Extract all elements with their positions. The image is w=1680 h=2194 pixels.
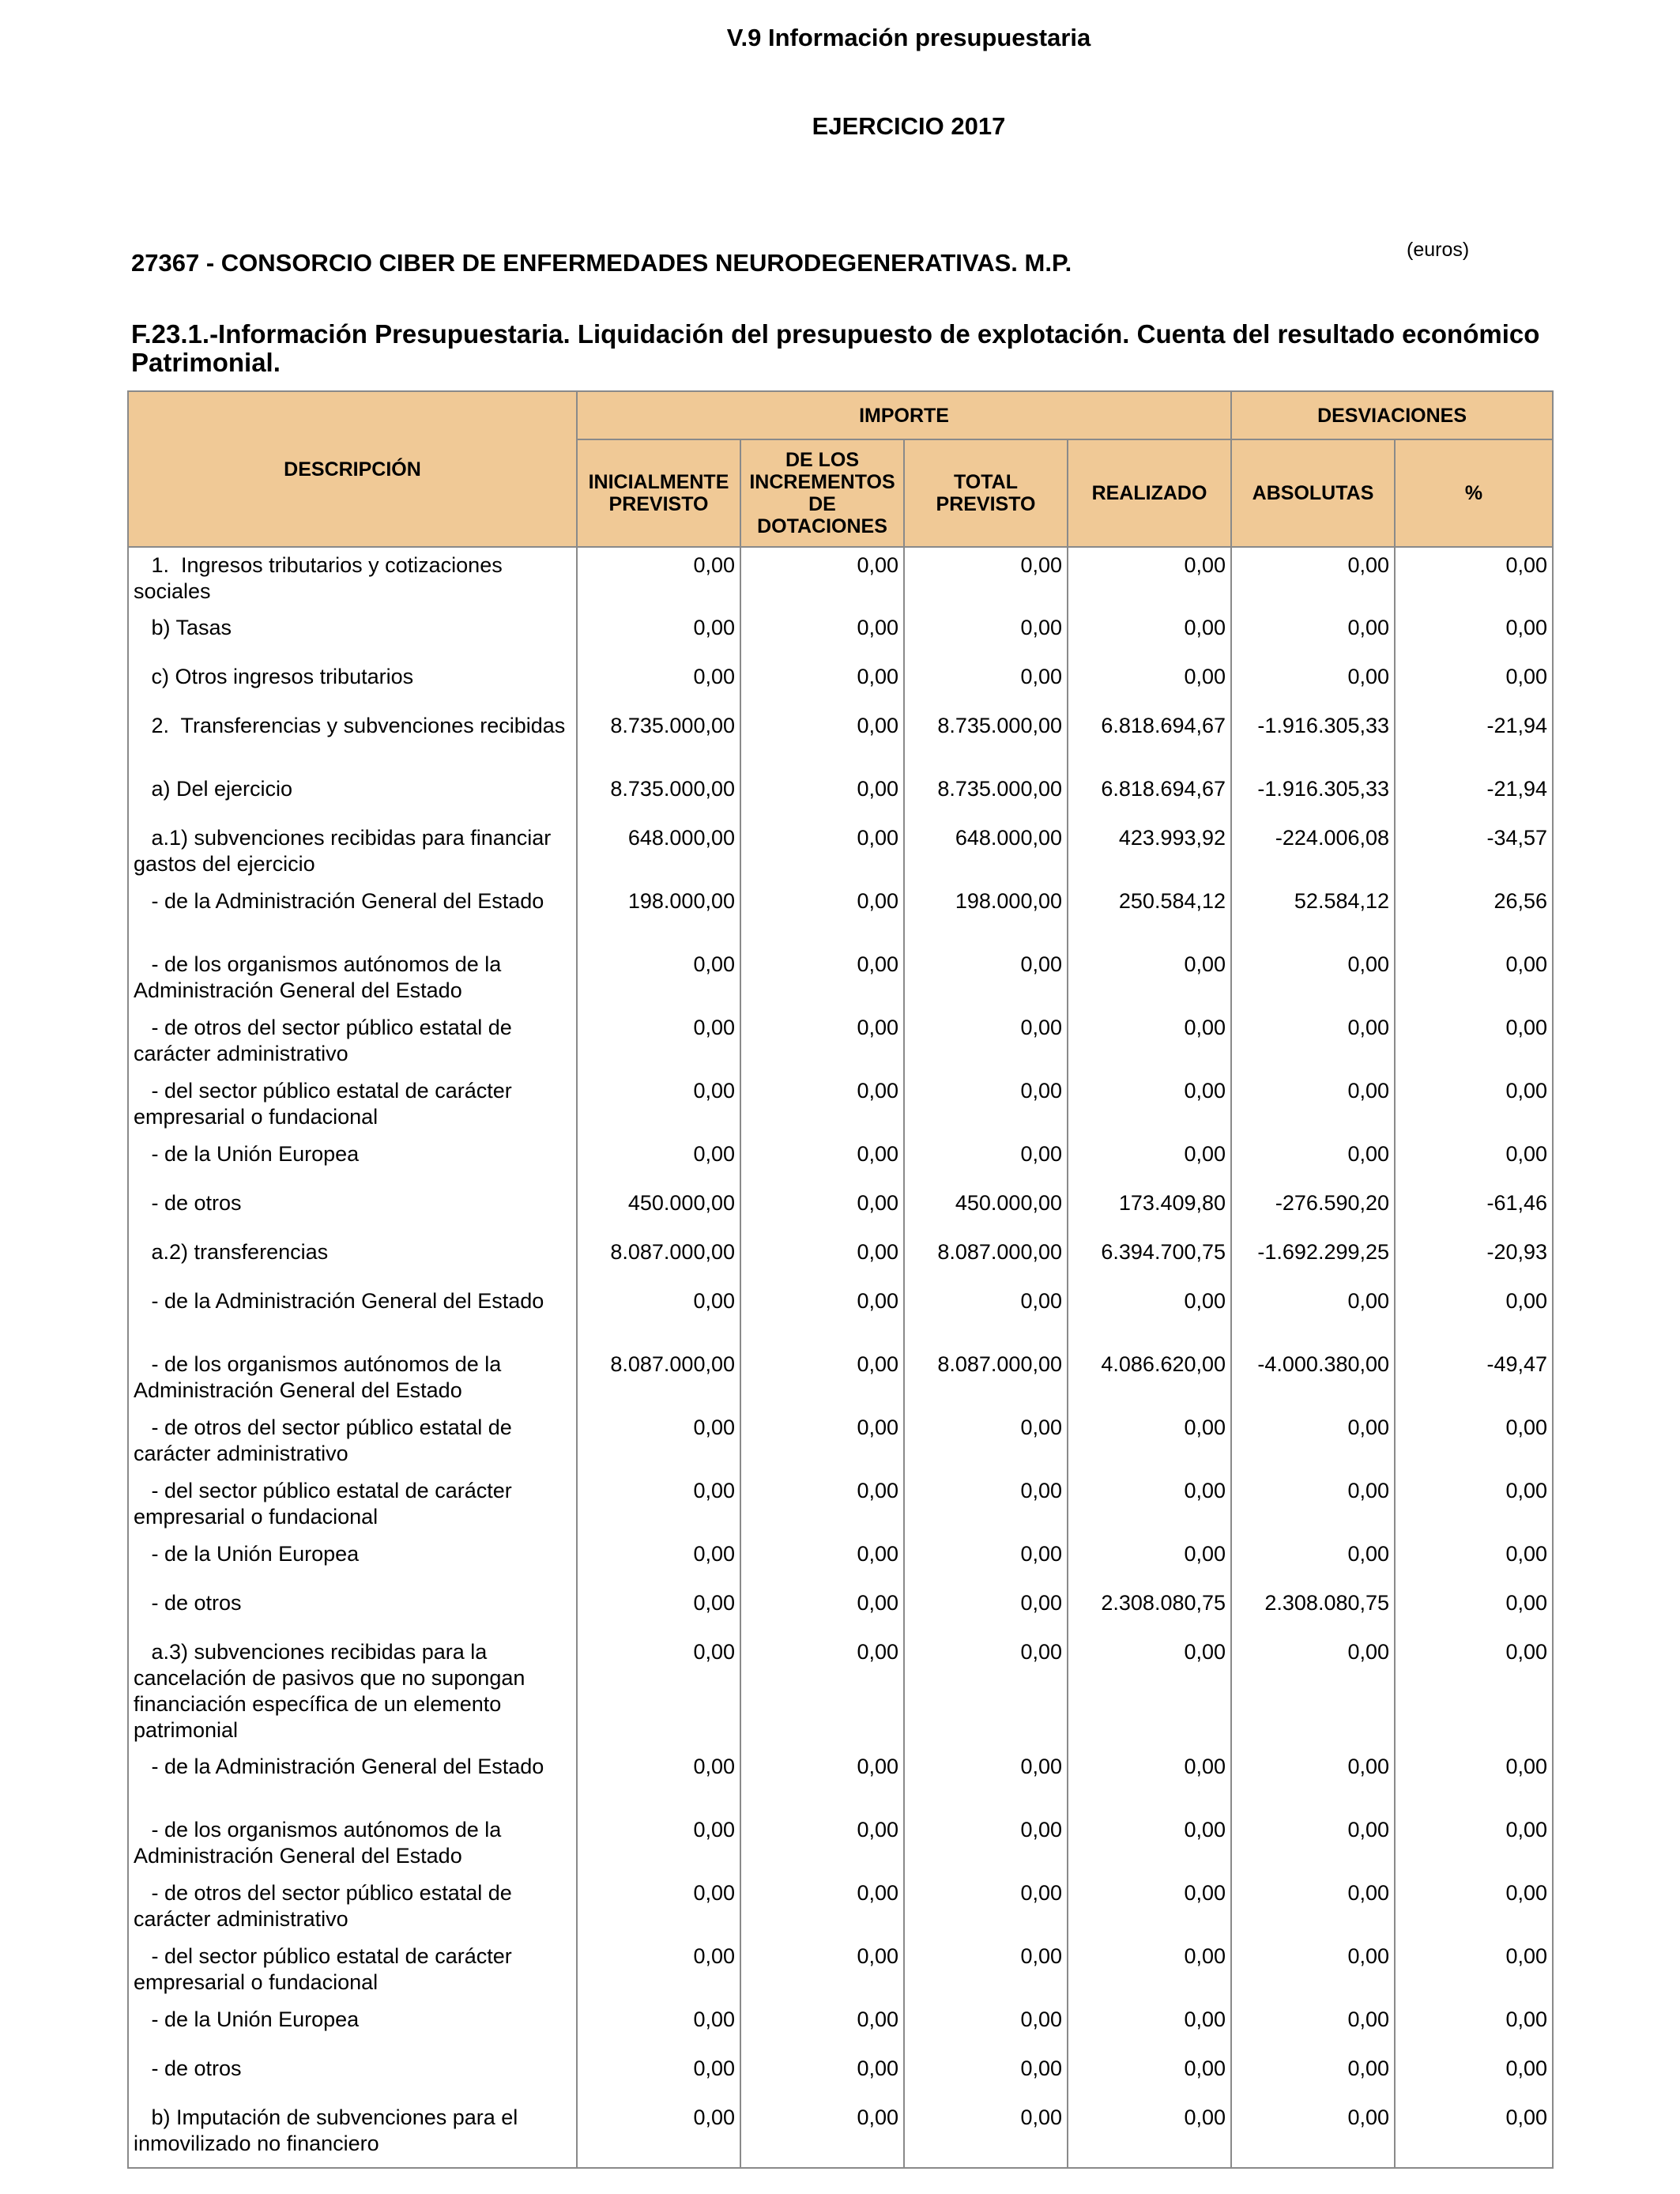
row-description: - de la Administración General del Estado [128,884,577,947]
cell-porcentaje: 0,00 [1395,1073,1553,1137]
cell-inicialmente-previsto: 0,00 [577,1536,740,1585]
cell-porcentaje: 0,00 [1395,1939,1553,2002]
cell-incrementos-dotaciones: 0,00 [740,1137,904,1186]
cell-total-previsto: 0,00 [904,1410,1068,1473]
cell-incrementos-dotaciones: 0,00 [740,708,904,771]
cell-absolutas: -1.916.305,33 [1231,771,1395,820]
cell-porcentaje: -49,47 [1395,1347,1553,1410]
table-row [128,1812,1553,1875]
cell-realizado: 0,00 [1068,1939,1231,2002]
cell-inicialmente-previsto: 0,00 [577,1634,740,1749]
cell-porcentaje: 0,00 [1395,2051,1553,2100]
cell-inicialmente-previsto: 0,00 [577,1410,740,1473]
row-description: c) Otros ingresos tributarios [128,659,577,708]
cell-porcentaje: 0,00 [1395,2100,1553,2168]
cell-porcentaje: 0,00 [1395,1875,1553,1939]
cell-realizado: 2.308.080,75 [1068,1585,1231,1634]
table-row [128,1186,1553,1235]
cell-absolutas: -276.590,20 [1231,1186,1395,1235]
cell-incrementos-dotaciones: 0,00 [740,1235,904,1284]
row-description: b) Imputación de subvenciones para el inmovilizado no financiero [128,2100,577,2168]
cell-incrementos-dotaciones: 0,00 [740,547,904,610]
table-row [128,1073,1553,1137]
cell-realizado: 0,00 [1068,1812,1231,1875]
cell-inicialmente-previsto: 0,00 [577,547,740,610]
cell-absolutas: 0,00 [1231,2100,1395,2168]
row-description: - del sector público estatal de carácter empresarial o fundacional [128,1939,577,2002]
cell-porcentaje: 0,00 [1395,1634,1553,1749]
cell-inicialmente-previsto: 0,00 [577,1875,740,1939]
cell-total-previsto: 0,00 [904,1634,1068,1749]
row-description: - de otros del sector público estatal de carácter administrativo [128,1010,577,1073]
cell-incrementos-dotaciones: 0,00 [740,1410,904,1473]
cell-incrementos-dotaciones: 0,00 [740,2100,904,2168]
cell-incrementos-dotaciones: 0,00 [740,771,904,820]
cell-realizado: 0,00 [1068,2051,1231,2100]
cell-inicialmente-previsto: 0,00 [577,1812,740,1875]
cell-absolutas: 0,00 [1231,1875,1395,1939]
row-description: b) Tasas [128,610,577,659]
cell-realizado: 6.394.700,75 [1068,1235,1231,1284]
column-header-inicialmente-previsto: INICIALMENTE PREVISTO [577,439,740,547]
row-description: - de la Unión Europea [128,1137,577,1186]
column-header-realizado: REALIZADO [1068,439,1231,547]
cell-incrementos-dotaciones: 0,00 [740,947,904,1010]
cell-absolutas: 0,00 [1231,1749,1395,1812]
cell-porcentaje: -20,93 [1395,1235,1553,1284]
section-title: V.9 Información presupuestaria [726,24,1091,51]
cell-total-previsto: 0,00 [904,1473,1068,1536]
cell-total-previsto: 0,00 [904,1939,1068,2002]
cell-incrementos-dotaciones: 0,00 [740,1749,904,1812]
cell-realizado: 250.584,12 [1068,884,1231,947]
cell-absolutas: 0,00 [1231,1410,1395,1473]
cell-absolutas: 0,00 [1231,1010,1395,1073]
report-title: F.23.1.-Información Presupuestaria. Liquidación del presupuesto de explotación. Cuenta del resultado económico Patrimonial. [131,319,1540,377]
cell-incrementos-dotaciones: 0,00 [740,820,904,884]
cell-total-previsto: 0,00 [904,1073,1068,1137]
cell-realizado: 6.818.694,67 [1068,708,1231,771]
cell-absolutas: 0,00 [1231,947,1395,1010]
cell-absolutas: 0,00 [1231,610,1395,659]
table-row [128,947,1553,1010]
cell-absolutas: 0,00 [1231,1284,1395,1347]
cell-total-previsto: 450.000,00 [904,1186,1068,1235]
cell-absolutas: 0,00 [1231,1473,1395,1536]
column-header-absolutas: ABSOLUTAS [1231,439,1395,547]
table-row [128,1137,1553,1186]
cell-absolutas: 0,00 [1231,1812,1395,1875]
row-description: - de la Unión Europea [128,2002,577,2051]
table-row [128,2051,1553,2100]
units-label: (euros) [1407,239,1470,261]
cell-incrementos-dotaciones: 0,00 [740,1585,904,1634]
cell-total-previsto: 8.735.000,00 [904,771,1068,820]
row-description: - de los organismos autónomos de la Administración General del Estado [128,947,577,1010]
cell-incrementos-dotaciones: 0,00 [740,1073,904,1137]
table-row [128,820,1553,884]
cell-inicialmente-previsto: 8.735.000,00 [577,708,740,771]
table-row [128,2002,1553,2051]
cell-total-previsto: 0,00 [904,547,1068,610]
cell-realizado: 0,00 [1068,1875,1231,1939]
cell-realizado: 0,00 [1068,659,1231,708]
cell-total-previsto: 0,00 [904,659,1068,708]
cell-porcentaje: 0,00 [1395,2002,1553,2051]
cell-inicialmente-previsto: 0,00 [577,947,740,1010]
cell-incrementos-dotaciones: 0,00 [740,659,904,708]
cell-porcentaje: 0,00 [1395,1536,1553,1585]
column-header-incrementos-dotaciones: DE LOS INCREMENTOS DE DOTACIONES [740,439,904,547]
cell-incrementos-dotaciones: 0,00 [740,1875,904,1939]
cell-porcentaje: 0,00 [1395,947,1553,1010]
cell-absolutas: -4.000.380,00 [1231,1347,1395,1410]
cell-incrementos-dotaciones: 0,00 [740,1812,904,1875]
cell-absolutas: 2.308.080,75 [1231,1585,1395,1634]
cell-total-previsto: 0,00 [904,1284,1068,1347]
cell-porcentaje: 0,00 [1395,1010,1553,1073]
row-description: a.1) subvenciones recibidas para financiar gastos del ejercicio [128,820,577,884]
cell-realizado: 0,00 [1068,1473,1231,1536]
row-description: - del sector público estatal de carácter empresarial o fundacional [128,1473,577,1536]
cell-absolutas: -1.692.299,25 [1231,1235,1395,1284]
cell-inicialmente-previsto: 0,00 [577,1939,740,2002]
cell-total-previsto: 198.000,00 [904,884,1068,947]
budget-table [127,390,1554,2169]
cell-inicialmente-previsto: 8.087.000,00 [577,1347,740,1410]
cell-incrementos-dotaciones: 0,00 [740,1536,904,1585]
table-row [128,1634,1553,1749]
cell-realizado: 0,00 [1068,1536,1231,1585]
row-description: - del sector público estatal de carácter empresarial o fundacional [128,1073,577,1137]
cell-incrementos-dotaciones: 0,00 [740,1634,904,1749]
row-description: a) Del ejercicio [128,771,577,820]
cell-total-previsto: 0,00 [904,1749,1068,1812]
cell-porcentaje: 0,00 [1395,1473,1553,1536]
cell-total-previsto: 8.087.000,00 [904,1347,1068,1410]
cell-absolutas: 0,00 [1231,659,1395,708]
cell-inicialmente-previsto: 0,00 [577,1137,740,1186]
cell-absolutas: 0,00 [1231,1073,1395,1137]
cell-total-previsto: 0,00 [904,2100,1068,2168]
cell-realizado: 423.993,92 [1068,820,1231,884]
cell-realizado: 0,00 [1068,1010,1231,1073]
cell-absolutas: 0,00 [1231,1137,1395,1186]
table-row [128,1585,1553,1634]
cell-realizado: 0,00 [1068,1634,1231,1749]
cell-porcentaje: 0,00 [1395,1749,1553,1812]
table-row [128,1284,1553,1347]
cell-incrementos-dotaciones: 0,00 [740,2051,904,2100]
cell-porcentaje: -21,94 [1395,708,1553,771]
table-row [128,708,1553,771]
cell-absolutas: -1.916.305,33 [1231,708,1395,771]
cell-total-previsto: 8.735.000,00 [904,708,1068,771]
column-group-importe: IMPORTE [577,391,1231,439]
table-row [128,1536,1553,1585]
cell-incrementos-dotaciones: 0,00 [740,1284,904,1347]
row-description: - de la Administración General del Estado [128,1284,577,1347]
table-row [128,1939,1553,2002]
cell-porcentaje: 0,00 [1395,547,1553,610]
cell-inicialmente-previsto: 8.087.000,00 [577,1235,740,1284]
cell-porcentaje: -34,57 [1395,820,1553,884]
cell-realizado: 173.409,80 [1068,1186,1231,1235]
cell-total-previsto: 0,00 [904,1875,1068,1939]
cell-inicialmente-previsto: 648.000,00 [577,820,740,884]
cell-inicialmente-previsto: 0,00 [577,1010,740,1073]
cell-inicialmente-previsto: 0,00 [577,1073,740,1137]
cell-porcentaje: 0,00 [1395,1410,1553,1473]
cell-inicialmente-previsto: 0,00 [577,659,740,708]
cell-porcentaje: 0,00 [1395,1812,1553,1875]
row-description: a.3) subvenciones recibidas para la cancelación de pasivos que no supongan financiación específica de un elemento patrimonial [128,1634,577,1749]
row-description: - de otros [128,1585,577,1634]
cell-total-previsto: 0,00 [904,610,1068,659]
row-description: - de la Administración General del Estado [128,1749,577,1812]
cell-realizado: 0,00 [1068,2100,1231,2168]
table-row [128,884,1553,947]
cell-incrementos-dotaciones: 0,00 [740,1010,904,1073]
table-row [128,1473,1553,1536]
row-description: 1. Ingresos tributarios y cotizaciones sociales [128,547,577,610]
cell-incrementos-dotaciones: 0,00 [740,1186,904,1235]
table-row [128,1347,1553,1410]
cell-inicialmente-previsto: 0,00 [577,2100,740,2168]
table-row [128,659,1553,708]
cell-incrementos-dotaciones: 0,00 [740,2002,904,2051]
cell-total-previsto: 648.000,00 [904,820,1068,884]
cell-inicialmente-previsto: 0,00 [577,1473,740,1536]
cell-inicialmente-previsto: 8.735.000,00 [577,771,740,820]
cell-total-previsto: 0,00 [904,1137,1068,1186]
cell-inicialmente-previsto: 0,00 [577,610,740,659]
cell-realizado: 0,00 [1068,1073,1231,1137]
row-description: - de otros [128,2051,577,2100]
cell-realizado: 6.818.694,67 [1068,771,1231,820]
table-row [128,2100,1553,2168]
row-description: - de los organismos autónomos de la Administración General del Estado [128,1812,577,1875]
cell-absolutas: 0,00 [1231,2002,1395,2051]
cell-total-previsto: 8.087.000,00 [904,1235,1068,1284]
cell-inicialmente-previsto: 0,00 [577,2051,740,2100]
cell-absolutas: 0,00 [1231,1634,1395,1749]
row-description: - de otros [128,1186,577,1235]
cell-porcentaje: 0,00 [1395,1284,1553,1347]
cell-absolutas: 0,00 [1231,1939,1395,2002]
table-row [128,1749,1553,1812]
cell-realizado: 0,00 [1068,610,1231,659]
column-group-desviaciones: DESVIACIONES [1231,391,1553,439]
cell-inicialmente-previsto: 0,00 [577,1284,740,1347]
cell-total-previsto: 0,00 [904,947,1068,1010]
cell-incrementos-dotaciones: 0,00 [740,1473,904,1536]
table-row [128,610,1553,659]
table-row [128,1410,1553,1473]
cell-total-previsto: 0,00 [904,2051,1068,2100]
cell-absolutas: 0,00 [1231,547,1395,610]
row-description: a.2) transferencias [128,1235,577,1284]
cell-realizado: 0,00 [1068,1284,1231,1347]
table-body [128,547,1553,2168]
cell-realizado: 0,00 [1068,547,1231,610]
table-row [128,547,1553,610]
cell-total-previsto: 0,00 [904,1536,1068,1585]
row-description: - de otros del sector público estatal de carácter administrativo [128,1875,577,1939]
row-description: - de la Unión Europea [128,1536,577,1585]
cell-total-previsto: 0,00 [904,1010,1068,1073]
cell-porcentaje: -61,46 [1395,1186,1553,1235]
table-row [128,1875,1553,1939]
table-row [128,1235,1553,1284]
table-row [128,1010,1553,1073]
cell-realizado: 0,00 [1068,1410,1231,1473]
cell-porcentaje: 26,56 [1395,884,1553,947]
cell-total-previsto: 0,00 [904,2002,1068,2051]
cell-realizado: 0,00 [1068,1137,1231,1186]
row-description: - de otros del sector público estatal de carácter administrativo [128,1410,577,1473]
table-row [128,771,1553,820]
column-header-descripcion: DESCRIPCIÓN [128,391,577,547]
year-title: EJERCICIO 2017 [812,112,1006,140]
cell-realizado: 0,00 [1068,947,1231,1010]
cell-inicialmente-previsto: 450.000,00 [577,1186,740,1235]
cell-total-previsto: 0,00 [904,1585,1068,1634]
cell-absolutas: 52.584,12 [1231,884,1395,947]
cell-total-previsto: 0,00 [904,1812,1068,1875]
cell-absolutas: -224.006,08 [1231,820,1395,884]
cell-porcentaje: 0,00 [1395,610,1553,659]
row-description: 2. Transferencias y subvenciones recibidas [128,708,577,771]
cell-realizado: 4.086.620,00 [1068,1347,1231,1410]
entity-title: 27367 - CONSORCIO CIBER DE ENFERMEDADES NEURODEGENERATIVAS. M.P. [131,249,1072,277]
row-description: - de los organismos autónomos de la Administración General del Estado [128,1347,577,1410]
cell-realizado: 0,00 [1068,2002,1231,2051]
cell-inicialmente-previsto: 0,00 [577,1585,740,1634]
cell-incrementos-dotaciones: 0,00 [740,1939,904,2002]
cell-inicialmente-previsto: 0,00 [577,2002,740,2051]
cell-absolutas: 0,00 [1231,1536,1395,1585]
cell-porcentaje: 0,00 [1395,1585,1553,1634]
cell-porcentaje: 0,00 [1395,1137,1553,1186]
cell-incrementos-dotaciones: 0,00 [740,884,904,947]
cell-incrementos-dotaciones: 0,00 [740,1347,904,1410]
cell-porcentaje: -21,94 [1395,771,1553,820]
cell-porcentaje: 0,00 [1395,659,1553,708]
column-header-total-previsto: TOTAL PREVISTO [904,439,1068,547]
column-header-porcentaje: % [1395,439,1553,547]
cell-inicialmente-previsto: 0,00 [577,1749,740,1812]
cell-realizado: 0,00 [1068,1749,1231,1812]
cell-inicialmente-previsto: 198.000,00 [577,884,740,947]
cell-incrementos-dotaciones: 0,00 [740,610,904,659]
cell-absolutas: 0,00 [1231,2051,1395,2100]
